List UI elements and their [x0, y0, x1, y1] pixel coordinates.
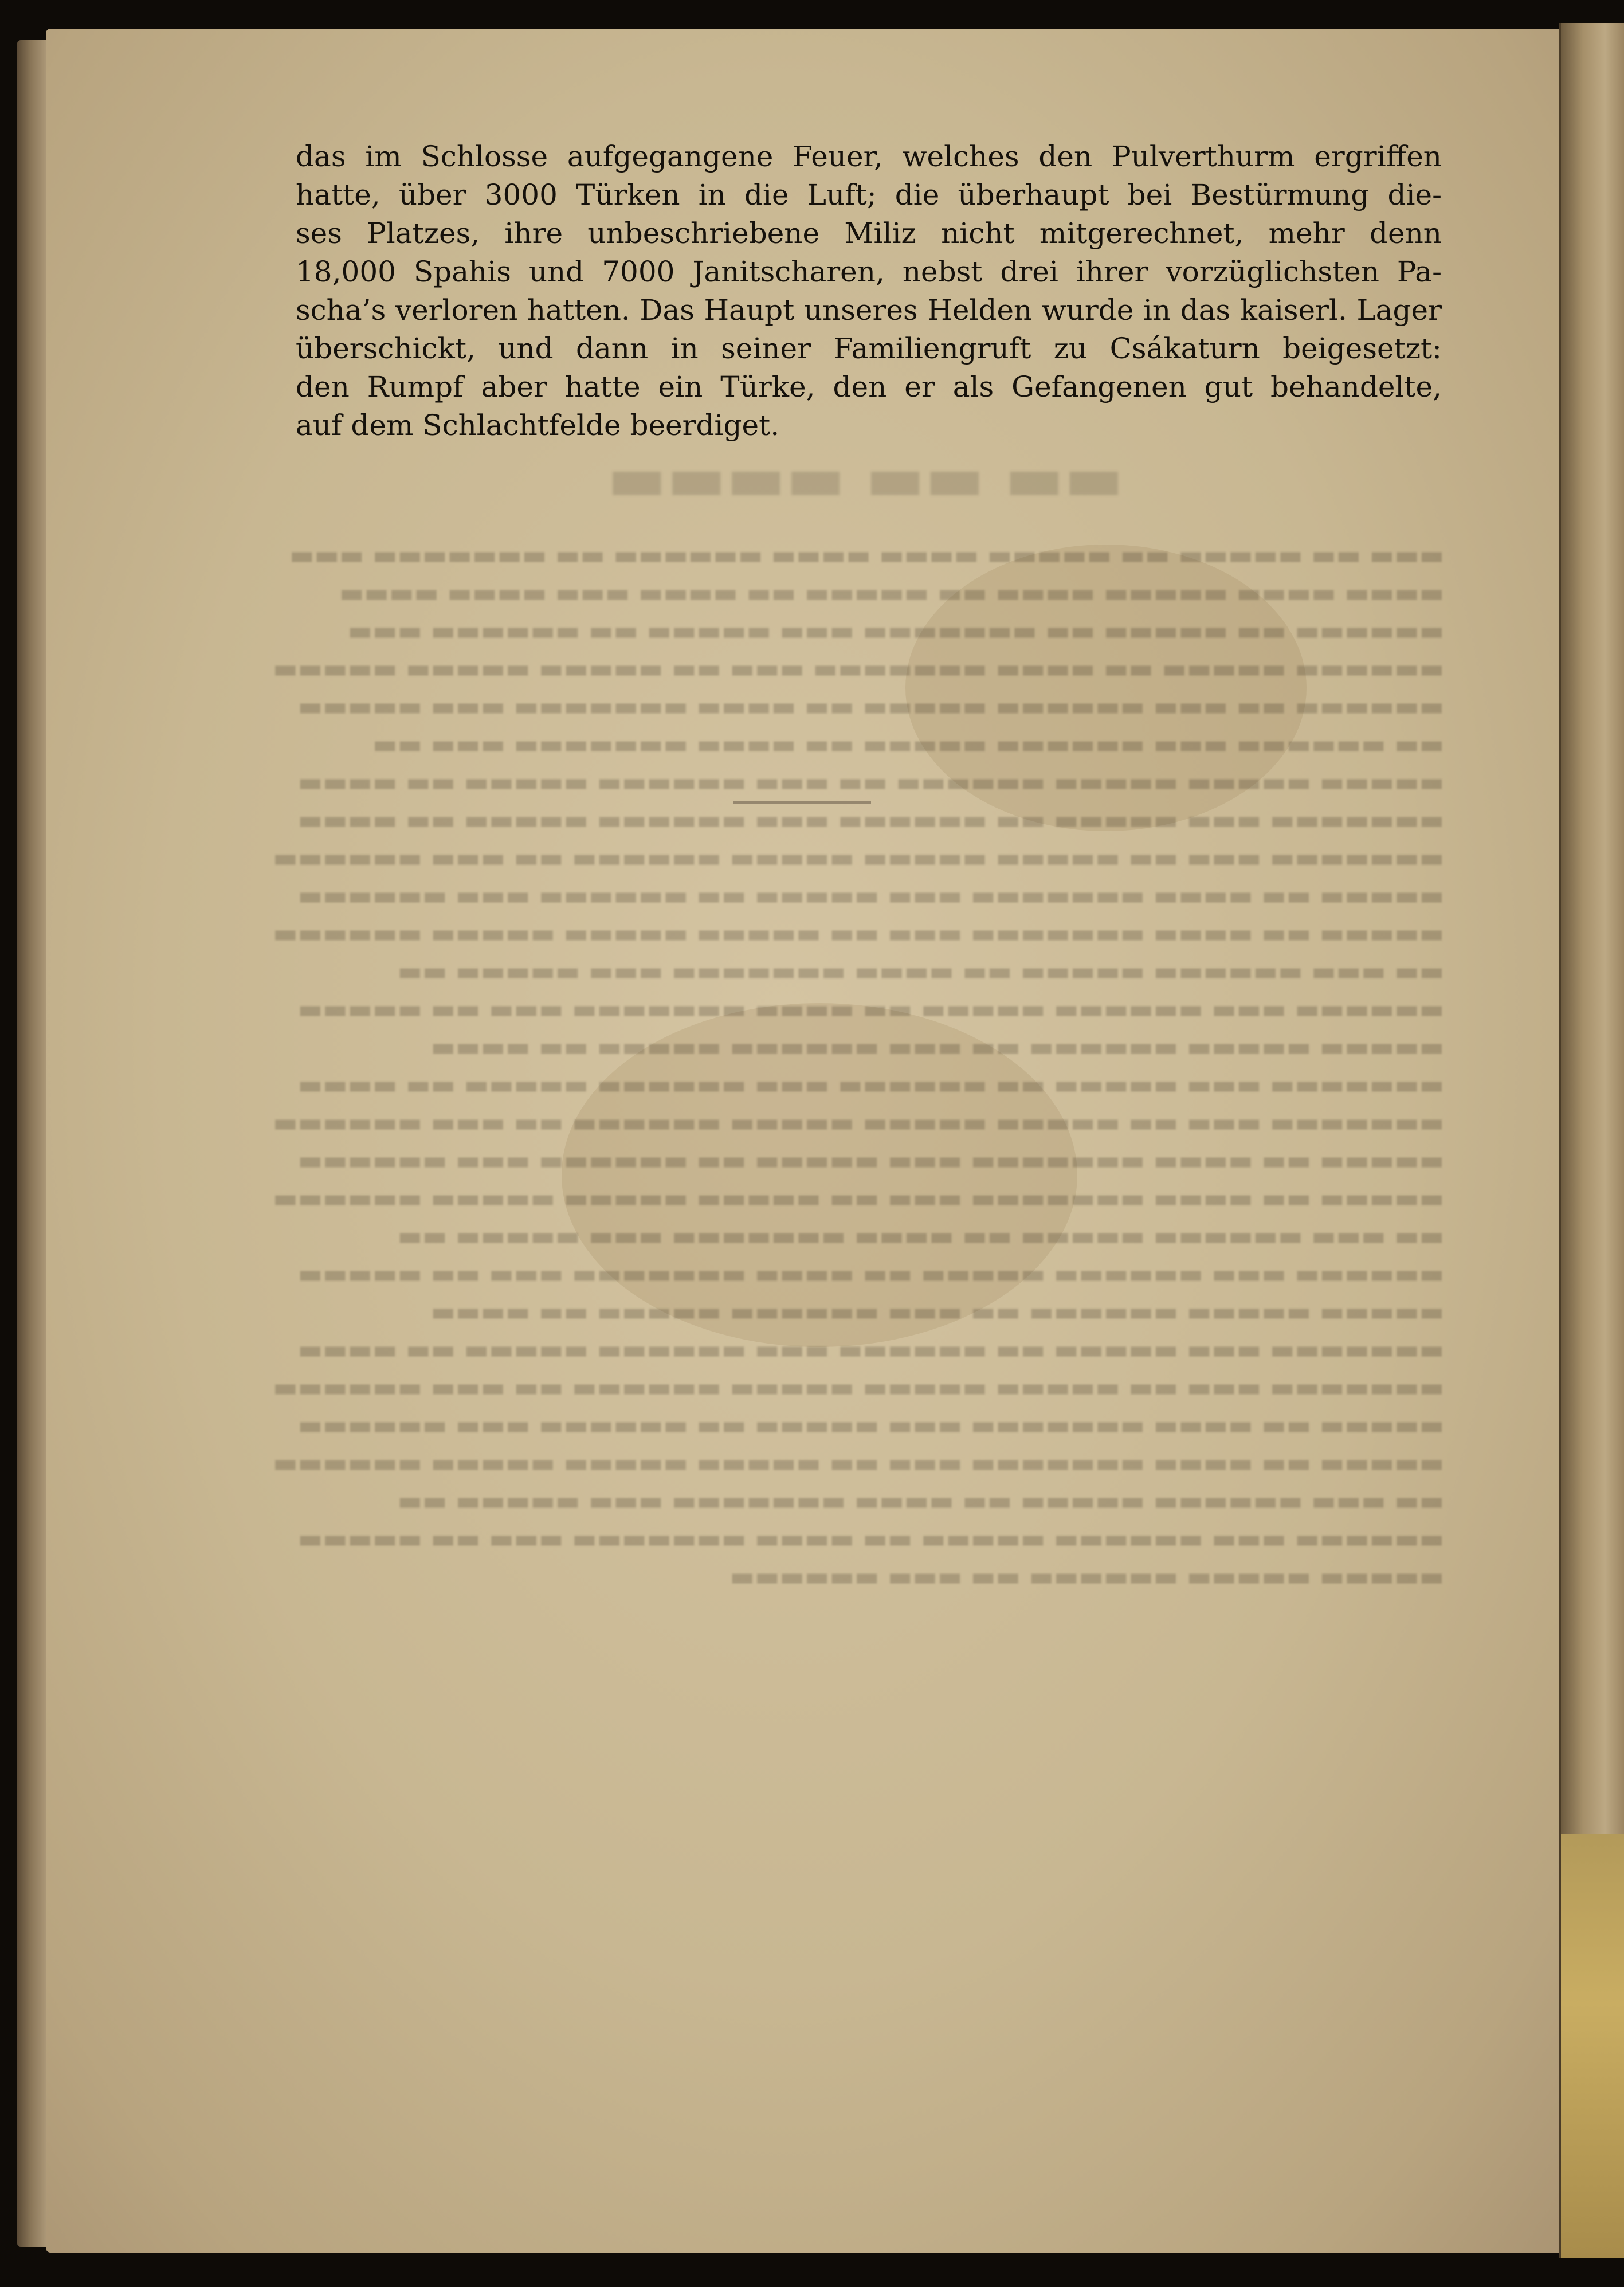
text-line: 18,000 Spahis und 7000 Janitscharen, nebst drei ihrer vorzüglichsten Pa-: [296, 255, 1442, 288]
text-line: hatte, über 3000 Türken in die Luft; die überhaupt bei Bestürmung die-: [296, 178, 1442, 212]
text-line: auf dem Schlachtfelde beerdiget.: [296, 409, 780, 442]
text-line: ses Platzes, ihre unbeschriebene Miliz nicht mitgerechnet, mehr denn: [296, 217, 1442, 250]
next-page-edge-lower: [1561, 1834, 1624, 2258]
bleed-through-rule: [733, 801, 871, 804]
bleed-through-text: ▬▬▬ ▬▬ ▬▬▬▬▬ ▬▬ ▬▬▬▬▬ ▬▬▬▬ ▬▬▬▬ ▬▬▬▬▬▬ ▬▬ ▬▬▬▬▬▬▬ ▬▬▬ ▬▬▬▬ ▬▬▬▬ ▬▬▬▬▬ ▬▬▬▬ ▬▬ ▬▬▬▬▬ ▬▬ ▬▬▬▬ ▬▬▬ ▬▬▬▬ ▬▬▬▬ ▬▬▬▬▬▬ ▬▬ ▬▬▬▬▬ ▬▬ ▬▬▬▬▬▬▬ ▬▬▬ ▬▬▬▬▬ ▬▬ ▬▬▬▬▬▬ ▬▬▬ ▬▬▬▬▬▬ ▬▬▬▬▬ ▬▬ ▬▬▬▬ ▬▬▬▬▬▬▬ ▬▬▬ ▬▬ ▬▬▬▬▬ ▬▬▬▬▬ ▬▬▬▬▬ ▬▬▬▬▬▬ ▬▬ ▬▬▬ ▬▬▬▬▬▬ ▬▬▬▬▬ ▬▬ ▬▬▬▬ ▬▬▬▬▬▬▬ ▬▬▬ ▬▬▬▬▬ ▬▬ ▬▬▬▬▬▬ ▬▬▬ ▬▬▬▬▬▬ ▬▬▬▬▬ ▬▬ ▬▬▬▬ ▬▬▬▬▬▬▬ ▬▬▬ ▬▬ ▬▬▬▬▬ ▬▬▬▬▬ ▬▬▬▬▬ ▬▬▬▬▬▬ ▬▬ ▬▬▬ ▬▬▬▬▬▬ ▬▬▬▬▬ ▬▬ ▬▬▬▬ ▬▬▬▬▬▬▬ ▬▬▬ ▬▬▬▬▬ ▬▬ ▬▬▬▬▬▬ ▬▬▬ ▬▬▬▬▬▬ ▬▬▬▬▬ ▬▬ ▬▬▬▬ ▬▬▬▬▬▬▬ ▬▬▬ ▬▬ ▬▬▬▬▬ ▬▬▬▬▬ ▬▬▬▬▬ ▬▬▬▬▬▬ ▬▬ ▬▬▬ ▬▬▬▬▬▬ ▬▬▬▬▬ ▬▬ ▬▬▬▬ ▬▬▬▬▬▬▬ ▬▬▬ ▬▬▬▬▬ ▬▬ ▬▬▬▬▬▬ ▬▬▬ ▬▬▬▬▬▬ ▬▬▬▬▬ ▬▬ ▬▬▬▬ ▬▬▬▬▬▬▬ ▬▬▬ ▬▬ ▬▬▬▬▬ ▬▬▬▬▬ ▬▬▬▬▬ ▬▬▬▬▬▬ ▬▬ ▬▬▬ ▬▬▬▬▬▬ ▬▬▬▬▬ ▬▬ ▬▬▬▬ ▬▬▬▬▬▬▬ ▬▬▬ ▬▬▬▬▬ ▬▬ ▬▬▬▬▬▬ ▬▬▬ ▬▬▬▬▬▬ ▬▬▬▬▬ ▬▬ ▬▬▬▬ ▬▬▬▬▬▬▬ ▬▬▬ ▬▬ ▬▬▬▬▬ ▬▬▬▬▬ ▬▬▬▬▬ ▬▬▬▬▬▬ ▬▬ ▬▬▬ ▬▬▬▬▬▬ ▬▬▬▬▬ ▬▬ ▬▬▬▬ ▬▬▬▬▬▬▬ ▬▬▬ ▬▬▬▬▬ ▬▬ ▬▬▬▬▬▬ ▬▬▬ ▬▬▬▬▬▬ ▬▬▬▬▬ ▬▬ ▬▬▬▬ ▬▬▬▬▬▬▬ ▬▬▬ ▬▬ ▬▬▬▬▬ ▬▬▬▬▬ ▬▬▬▬▬ ▬▬▬▬▬▬ ▬▬ ▬▬▬ ▬▬▬▬▬▬ ▬▬▬▬▬ ▬▬ ▬▬▬▬ ▬▬▬▬▬▬▬ ▬▬▬ ▬▬▬▬▬ ▬▬ ▬▬▬▬▬▬ ▬▬▬ ▬▬▬▬▬▬ ▬▬▬▬▬ ▬▬ ▬▬▬▬ ▬▬▬▬▬▬▬ ▬▬▬ ▬▬ ▬▬▬▬▬ ▬▬▬▬▬ ▬▬▬▬▬ ▬▬▬▬▬▬ ▬▬ ▬▬▬ ▬▬▬▬▬▬ ▬▬▬▬▬ ▬▬ ▬▬▬▬ ▬▬▬▬▬▬▬ ▬▬▬ ▬▬▬▬▬ ▬▬ ▬▬▬▬▬▬ ▬▬▬ ▬▬▬▬▬▬ ▬▬▬▬▬ ▬▬ ▬▬▬▬ ▬▬▬▬▬▬▬ ▬▬▬ ▬▬ ▬▬▬▬▬ ▬▬▬▬▬ ▬▬▬▬▬ ▬▬▬▬▬▬ ▬▬ ▬▬▬ ▬▬▬▬▬▬ ▬▬▬▬▬ ▬▬ ▬▬▬▬ ▬▬▬▬▬▬▬ ▬▬▬ ▬▬▬▬▬ ▬▬ ▬▬▬▬▬▬ ▬▬▬ ▬▬▬▬▬▬ ▬▬▬▬▬ ▬▬ ▬▬▬▬ ▬▬▬▬▬▬▬ ▬▬▬ ▬▬ ▬▬▬▬▬ ▬▬▬▬▬ ▬▬▬▬▬ ▬▬▬▬▬▬ ▬▬ ▬▬▬ ▬▬▬▬▬▬ ▬▬▬▬▬ ▬▬ ▬▬▬▬ ▬▬▬▬▬▬▬ ▬▬▬ ▬▬▬▬▬ ▬▬ ▬▬▬▬▬▬ ▬▬▬ ▬▬▬▬▬▬ ▬▬▬▬▬ ▬▬ ▬▬▬▬ ▬▬▬▬▬▬▬ ▬▬▬ ▬▬ ▬▬▬▬▬ ▬▬▬▬▬ ▬▬▬▬▬ ▬▬▬▬▬▬ ▬▬ ▬▬▬ ▬▬▬▬▬▬ ▬▬▬▬▬ ▬▬ ▬▬▬▬ ▬▬▬▬▬▬▬ ▬▬▬ ▬▬▬▬▬ ▬▬ ▬▬▬▬▬▬ ▬▬▬ ▬▬▬▬▬▬ ▬▬▬▬▬ ▬▬ ▬▬▬▬ ▬▬▬▬▬▬▬ ▬▬▬ ▬▬ ▬▬▬▬▬ ▬▬▬▬▬ ▬▬▬▬▬ ▬▬▬▬▬▬ ▬▬ ▬▬▬ ▬▬▬▬▬▬: [273, 539, 1444, 1592]
bleed-through-heading: ▬▬ ▬▬ ▬▬▬▬: [607, 441, 1124, 515]
text-line: den Rumpf aber hatte ein Türke, den er als Gefangenen gut behandelte,: [296, 370, 1442, 404]
page-body-text: [296, 138, 1442, 445]
text-line: scha’s verloren hatten. Das Haupt unseres Helden wurde in das kaiserl. Lager: [296, 293, 1442, 327]
text-line: das im Schlosse aufgegangene Feuer, welches den Pulverthurm ergriffen: [296, 140, 1442, 173]
text-line: überschickt, und dann in seiner Familiengruft zu Csákaturn beigesetzt:: [296, 332, 1442, 365]
